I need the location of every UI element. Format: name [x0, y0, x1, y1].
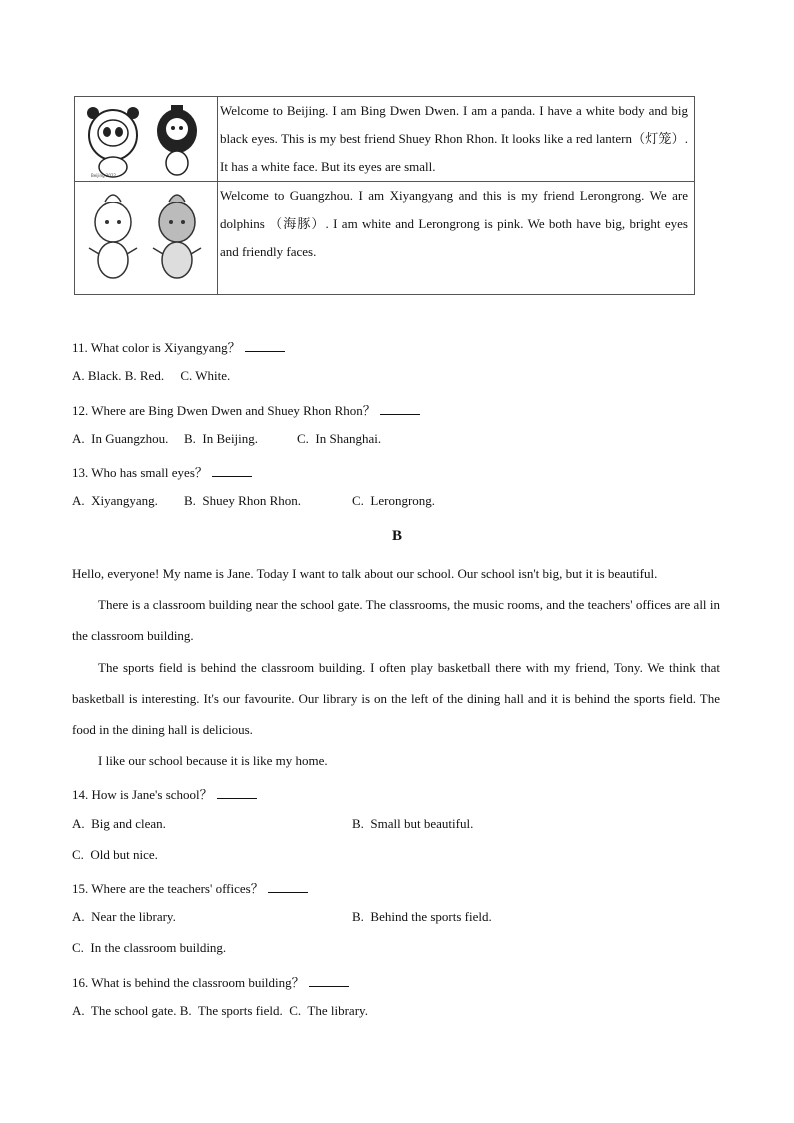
table-row: [75, 97, 695, 182]
option-c: C. In Shanghai.: [297, 431, 382, 446]
option-b: B. Small but beautiful.: [352, 816, 474, 831]
question-text: 14. How is Jane's school？: [72, 787, 213, 802]
passage-paragraph-3: The sports field is behind the classroom building. I often play basketball there with my friend, Tony. We think that basketball is interesting. It's our favourite. Our library is on the left of the dining hall and it is behind the sports field. The food in the dining hall is delicious.: [72, 660, 720, 737]
question-13: [72, 462, 252, 481]
option-b: B. Behind the sports field.: [352, 909, 492, 924]
option-a: A. In Guangzhou.: [72, 431, 169, 446]
question-15: [72, 878, 308, 897]
option-a: A. Xiyangyang.: [72, 493, 158, 508]
option-c: C. In the classroom building.: [72, 940, 227, 955]
answer-blank[interactable]: [268, 880, 308, 893]
option-b: B. In Beijing.: [184, 431, 259, 446]
mascot-text-1: Welcome to Beijing. I am Bing Dwen Dwen. I am a panda. I have a white body and big black eyes. This is my best friend Shuey Rhon Rhon. It looks like a red lantern（灯笼）. It has a white face. But its eyes are small.: [218, 97, 695, 182]
mascot-picture-cell: [75, 97, 218, 182]
table-row: [75, 182, 695, 295]
answer-blank[interactable]: [245, 339, 285, 352]
answer-blank[interactable]: [309, 974, 349, 987]
question-text: 13. Who has small eyes？: [72, 465, 208, 480]
question-11-options: A. Black. B. Red. C. White.: [72, 368, 231, 383]
answer-blank[interactable]: [380, 402, 420, 415]
mascot-picture-cell: [75, 182, 218, 295]
option-c: C. Lerongrong.: [352, 493, 436, 508]
option-a: A. Near the library.: [72, 909, 176, 924]
option-a: A. Big and clean.: [72, 816, 166, 831]
bing-dwen-dwen-shuey-rhon-rhon-image: [75, 97, 217, 181]
question-text: 12. Where are Bing Dwen Dwen and Shuey Rhon Rhon？: [72, 403, 376, 418]
mascot-table: [74, 96, 695, 295]
passage-paragraph-2: There is a classroom building near the school gate. The classrooms, the music rooms, and the teachers' offices are all in the classroom building.: [72, 597, 720, 643]
answer-blank[interactable]: [212, 464, 252, 477]
question-14: [72, 784, 257, 803]
option-b: B. Shuey Rhon Rhon.: [184, 493, 302, 508]
svg-text:Beijing 2022: Beijing 2022: [91, 173, 117, 178]
passage-paragraph-4: I like our school because it is like my home.: [98, 753, 328, 768]
answer-blank[interactable]: [217, 786, 257, 799]
question-text: 15. Where are the teachers' offices？: [72, 881, 264, 896]
question-text: 11. What color is Xiyangyang？: [72, 340, 241, 355]
mascot-text-2: Welcome to Guangzhou. I am Xiyangyang and this is my friend Lerongrong. We are dolphins （海豚）. I am white and Lerongrong is pink. We both have big, bright eyes and friendly faces.: [218, 182, 695, 295]
section-b-heading: B: [391, 528, 402, 544]
question-text: 16. What is behind the classroom building？: [72, 975, 305, 990]
question-12: [72, 400, 420, 419]
question-16-options: A. The school gate. B. The sports field. C. The library.: [72, 1003, 368, 1018]
passage-paragraph-1: Hello, everyone! My name is Jane. Today I want to talk about our school. Our school isn't big, but it is beautiful.: [72, 566, 658, 581]
question-11: [72, 337, 285, 356]
question-16: [72, 972, 349, 991]
xiyangyang-lerongrong-image: [75, 182, 217, 294]
option-c: C. Old but nice.: [72, 847, 158, 862]
